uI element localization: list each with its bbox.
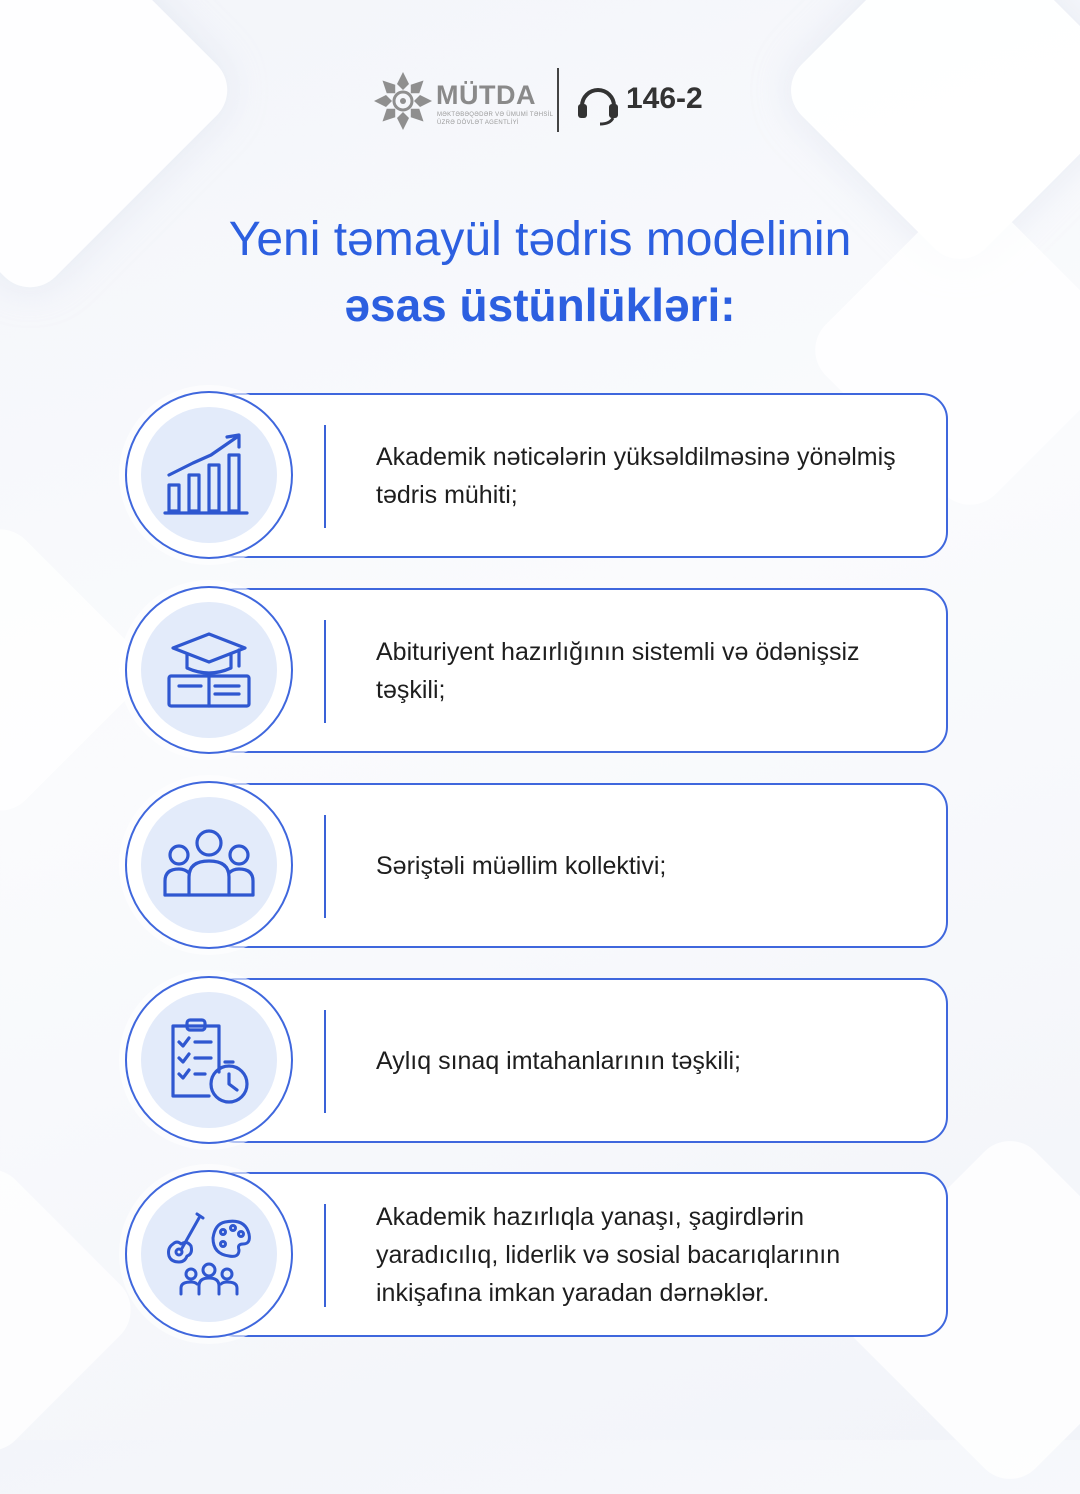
benefit-icon-badge — [125, 781, 293, 949]
benefit-card — [210, 1172, 948, 1337]
benefit-icon-badge — [125, 1170, 293, 1338]
card-divider — [324, 815, 326, 918]
page-title — [0, 205, 1080, 335]
benefit-card — [210, 978, 948, 1143]
card-divider — [324, 425, 326, 528]
benefit-text: Abituriyent hazırlığının sistemli və ödənişsiz təşkili; — [376, 637, 860, 704]
benefit-text: Akademik nəticələrin yüksəldilməsinə yönəlmiş tədris mühiti; — [376, 442, 896, 509]
benefit-text: Akademik hazırlıqla yanaşı, şagirdlərin yaradıcılıq, liderlik və sosial bacarıqlarının inkişafına imkan yaradan dərnəklər. — [376, 1202, 841, 1307]
card-divider — [324, 1204, 326, 1307]
title-line: Yeni təmayül tədris modelinin — [228, 213, 852, 266]
brand-subtitle: MƏKTƏBƏQƏDƏR VƏ ÜMUMİ TƏHSİL — [437, 112, 554, 118]
team-icon — [159, 815, 259, 915]
card-divider — [324, 620, 326, 723]
growth-chart-icon — [159, 425, 259, 525]
benefit-text: Aylıq sınaq imtahanlarının təşkili; — [376, 1046, 742, 1075]
brand-subtitle: ÜZRƏ DÖVLƏT AGENTLİYİ — [437, 120, 519, 126]
hotline-number: 146-2 — [626, 82, 703, 115]
brand-name: MÜTDA — [436, 80, 536, 110]
logo-ornament-icon — [372, 70, 434, 132]
headset-icon — [574, 78, 622, 126]
card-divider — [324, 1010, 326, 1113]
benefit-card — [210, 393, 948, 558]
benefit-icon-badge — [125, 391, 293, 559]
checklist-clock-icon — [159, 1010, 259, 1110]
title-line-emphasis: əsas üstünlükləri: — [344, 279, 736, 331]
background-shape — [0, 1154, 146, 1465]
benefit-card — [210, 588, 948, 753]
header-divider — [557, 68, 559, 132]
benefit-text: Səriştəli müəllim kollektivi; — [376, 851, 667, 880]
benefit-icon-badge — [125, 976, 293, 1144]
header — [0, 60, 1080, 140]
benefit-card — [210, 783, 948, 948]
benefit-icon-badge — [125, 586, 293, 754]
graduation-cap-book-icon — [159, 620, 259, 720]
guitar-palette-group-icon — [159, 1204, 259, 1304]
